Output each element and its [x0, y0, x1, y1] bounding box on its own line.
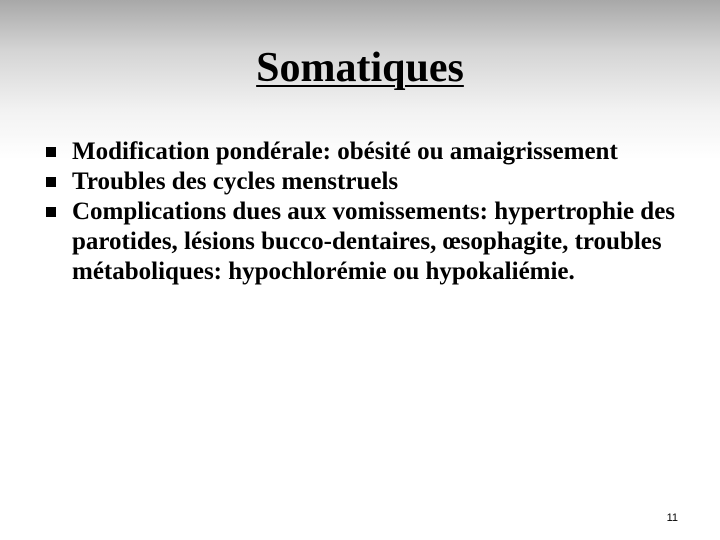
bullet-text: Modification pondérale: obésité ou amaigrissement — [72, 138, 618, 165]
bullet-text: Complications dues aux vomissements: hypertrophie des parotides, lésions bucco-dentaires, œsophagite, troubles métaboliques: hypochlorémie ou hypokaliémie. — [72, 198, 676, 285]
square-bullet-icon — [46, 207, 56, 217]
bullet-text: Troubles des cycles menstruels — [72, 168, 399, 195]
bullet-item — [46, 167, 686, 197]
slide-title-text: Somatiques — [256, 45, 464, 91]
bullet-item — [46, 137, 686, 167]
slide-title — [0, 42, 720, 94]
square-bullet-icon — [46, 147, 56, 157]
slide-number: 11 — [666, 512, 678, 524]
bullet-list — [46, 137, 686, 287]
bullet-item — [46, 197, 686, 287]
square-bullet-icon — [46, 177, 56, 187]
